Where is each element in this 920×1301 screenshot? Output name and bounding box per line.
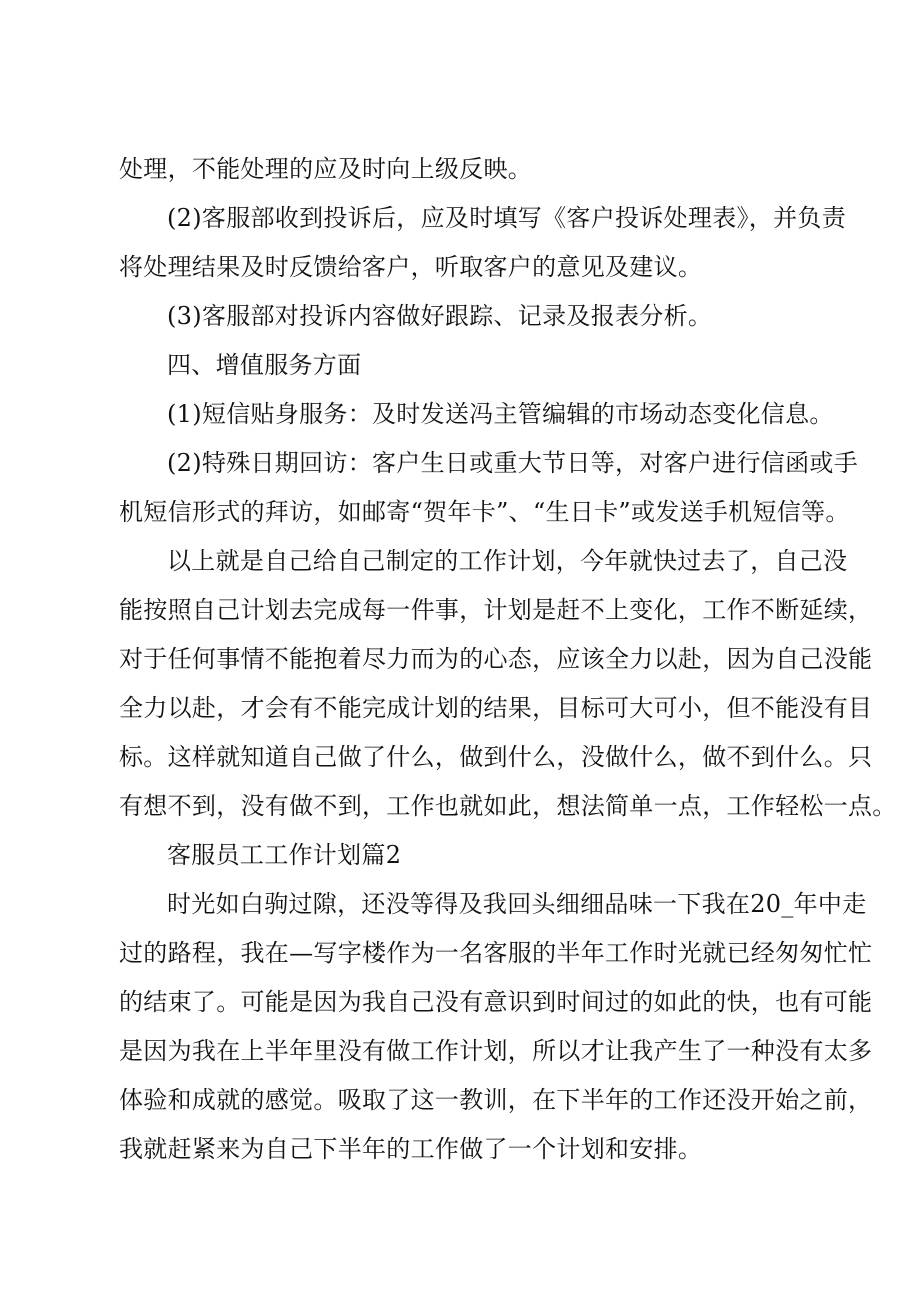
text-line: 机短信形式的拜访，如邮寄“贺年卡”、“生日卡”或发送手机短信等。	[119, 498, 850, 526]
text-line: 时光如白驹过隙，还没等得及我回头细细品味一下我在20_年中走	[167, 890, 867, 918]
text-line: 处理，不能处理的应及时向上级反映。	[119, 155, 533, 183]
text-line: 的结束了。可能是因为我自己没有意识到时间过的如此的快，也有可能	[119, 988, 873, 1016]
text-line: (2)客服部收到投诉后，应及时填写《客户投诉处理表》，并负责	[167, 204, 846, 232]
text-line: 以上就是自己给自己制定的工作计划，今年就快过去了，自己没	[167, 547, 848, 575]
article-title: 客服员工工作计划篇2	[167, 841, 402, 869]
text-line: (3)客服部对投诉内容做好跟踪、记录及报表分析。	[167, 302, 713, 330]
document-body	[119, 145, 897, 1174]
text-line: (2)特殊日期回访：客户生日或重大节日等，对客户进行信函或手	[167, 449, 858, 477]
section-heading: 四、增值服务方面	[167, 351, 362, 379]
text-line: 能按照自己计划去完成每一件事，计划是赶不上变化，工作不断延续，	[119, 596, 873, 624]
text-line: 过的路程，我在—写字楼作为一名客服的半年工作时光就已经匆匆忙忙	[119, 939, 873, 967]
text-line: 标。这样就知道自己做了什么，做到什么，没做什么，做不到什么。只	[119, 743, 873, 771]
text-line: 有想不到，没有做不到，工作也就如此，想法简单一点，工作轻松一点。	[119, 792, 897, 820]
text-line: 对于任何事情不能抱着尽力而为的心态，应该全力以赴，因为自己没能	[119, 645, 873, 673]
text-line: 体验和成就的感觉。吸取了这一教训，在下半年的工作还没开始之前，	[119, 1086, 873, 1114]
text-line: 将处理结果及时反馈给客户，听取客户的意见及建议。	[119, 253, 703, 281]
text-line: 全力以赴，才会有不能完成计划的结果，目标可大可小，但不能没有目	[119, 694, 873, 722]
text-line: 是因为我在上半年里没有做工作计划，所以才让我产生了一种没有太多	[119, 1037, 873, 1065]
text-line: 我就赶紧来为自己下半年的工作做了一个计划和安排。	[119, 1135, 703, 1163]
text-line: (1)短信贴身服务：及时发送冯主管编辑的市场动态变化信息。	[167, 400, 834, 428]
